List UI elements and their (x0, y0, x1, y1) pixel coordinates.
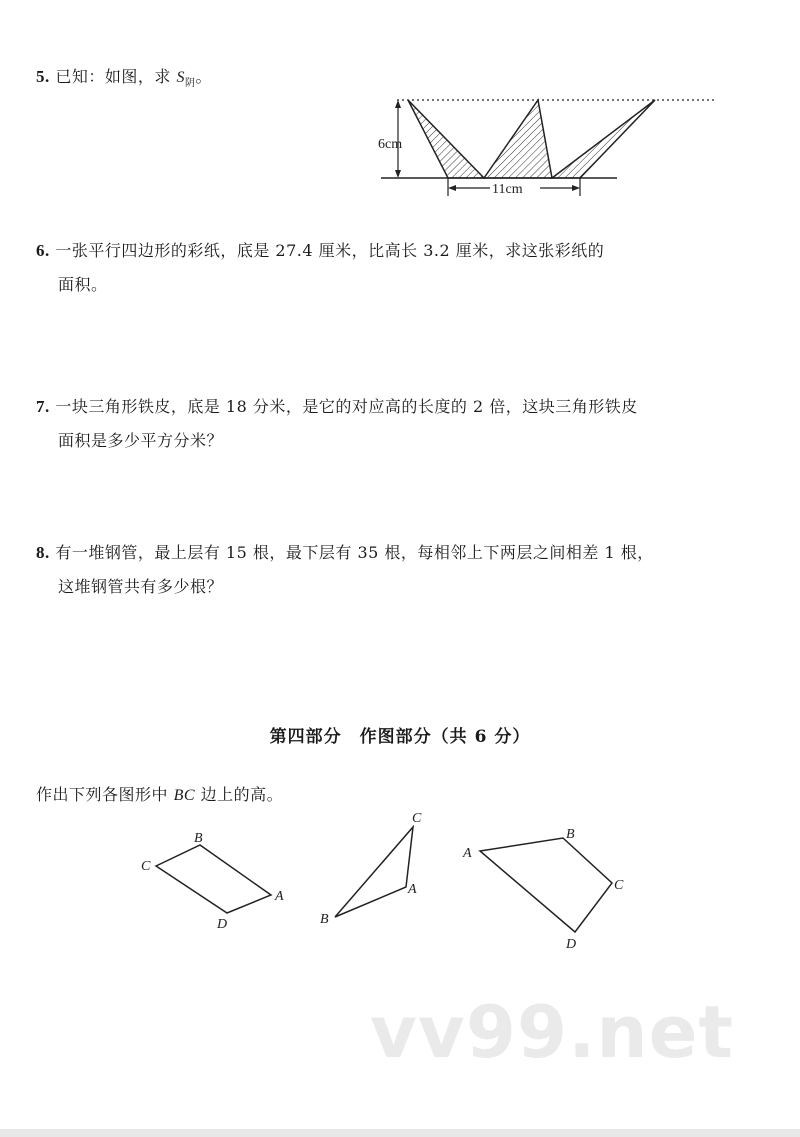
vertex-label: B (566, 827, 575, 842)
page-bottom-bar (0, 1129, 800, 1137)
triangle-figure (335, 827, 413, 917)
shaded-triangle-2 (484, 100, 552, 178)
vertex-label: C (614, 878, 624, 893)
question-number: 7. (36, 397, 50, 416)
punct: 。 (195, 67, 212, 86)
vertex-label: D (566, 937, 577, 952)
base-label: 11cm (492, 182, 523, 197)
vertex-label: A (275, 889, 284, 904)
parallelogram-figure (156, 845, 271, 913)
question-8 (36, 540, 654, 563)
section-heading: 第四部分 作图部分（共 6 分） (269, 727, 531, 747)
question-text-cont: 这堆钢管共有多少根？ (58, 577, 224, 596)
quadrilateral-figure (480, 838, 612, 932)
watermark: vv99.net (370, 990, 734, 1074)
question-text: 一块三角形铁皮，底是 18 分米，是它的对应高的长度的 2 倍，这块三角形铁皮 (55, 397, 638, 416)
area-symbol: S (176, 69, 185, 86)
question-text-cont: 面积是多少平方分米？ (58, 431, 224, 450)
instruction-text: 作出下列各图形中 (36, 785, 174, 804)
area-subscript: 阴 (184, 78, 196, 90)
shaded-triangle-1 (408, 100, 484, 178)
question-text-cont: 面积。 (58, 275, 108, 294)
vertex-label: A (463, 846, 472, 861)
question-text: 有一堆钢管，最上层有 15 根，最下层有 35 根，每相邻上下两层之间相差 1 根， (55, 543, 654, 562)
vertex-label: B (194, 831, 203, 846)
vertex-label: C (141, 859, 151, 874)
vertex-label: D (217, 917, 228, 932)
question-7 (36, 394, 638, 417)
side-label: BC (173, 787, 196, 804)
question-number: 6. (36, 241, 50, 260)
question-number: 8. (36, 543, 50, 562)
question-text: 一张平行四边形的彩纸，底是 27.4 厘米，比高长 3.2 厘米，求这张彩纸的 (55, 241, 605, 260)
question-text: 已知：如图，求 (55, 67, 177, 86)
instruction-text: 边上的高。 (195, 785, 284, 804)
height-label: 6cm (378, 137, 403, 152)
shaded-triangle-3 (552, 100, 655, 178)
question-6 (36, 238, 604, 261)
shaded-triangles-figure (381, 100, 715, 196)
vertex-label: B (320, 912, 329, 927)
vertex-label: C (412, 811, 422, 826)
question-number: 5. (36, 67, 50, 86)
vertex-label: A (408, 882, 417, 897)
drawing-instruction (36, 782, 283, 805)
